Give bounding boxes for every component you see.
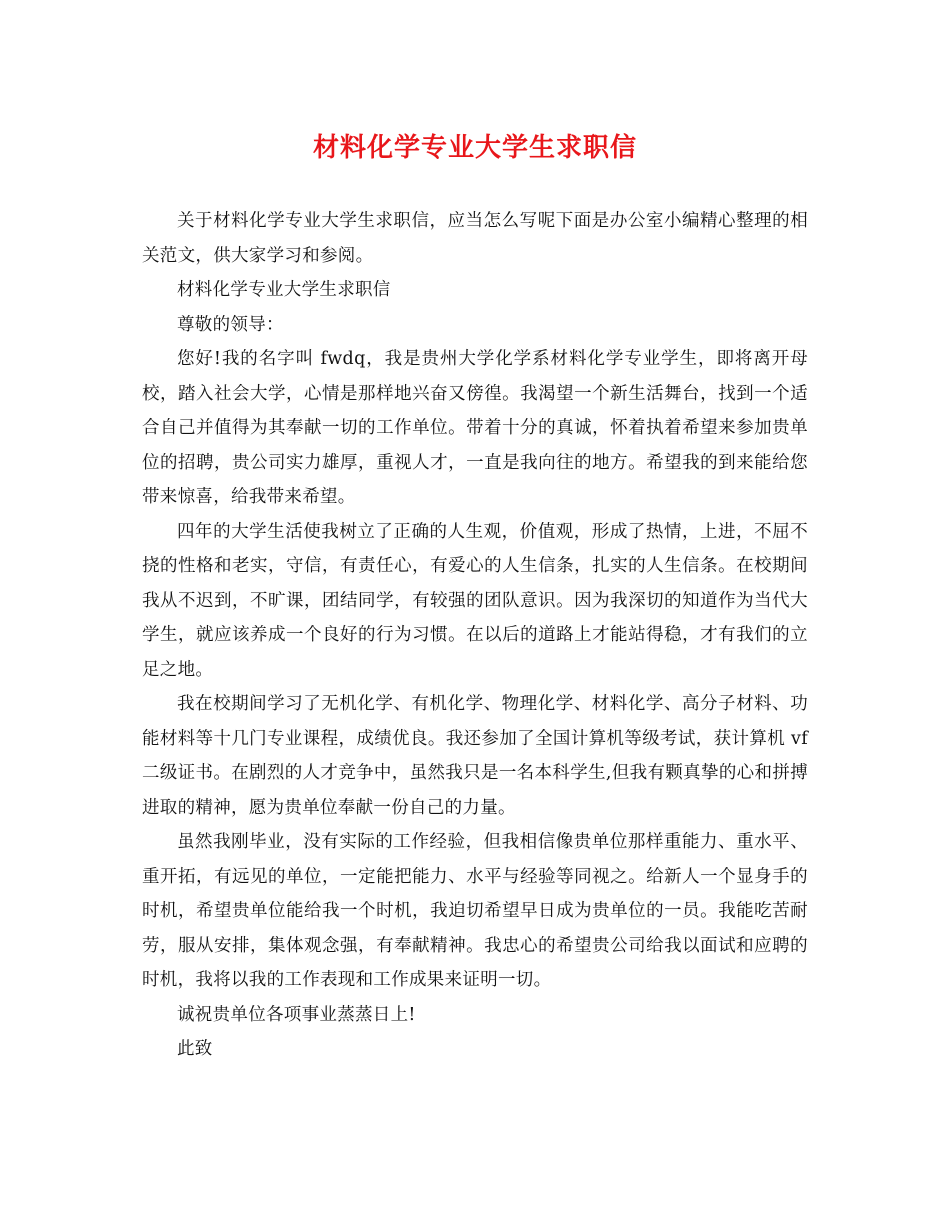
body-paragraph: 虽然我刚毕业，没有实际的工作经验，但我相信像贵单位那样重能力、重水平、重开拓，有远见的单位，一定能把能力、水平与经验等同视之。给新人一个显身手的时机，希望贵单位能给我一个时机，我迫切希望早日成为贵单位的一员。我能吃苦耐劳，服从安排，集体观念强，有奉献精神。我忠心的希望贵公司给我以面试和应聘的时机，我将以我的工作表现和工作成果来证明一切。 [142, 832, 808, 990]
closing-phrase: 此致 [177, 1039, 213, 1059]
salutation: 尊敬的领导： [177, 314, 284, 335]
intro-paragraph: 关于材料化学专业大学生求职信，应当怎么写呢下面是办公室小编精心整理的相关范文，供大家学习和参阅。 [142, 211, 808, 266]
letter-heading: 材料化学专业大学生求职信 [177, 280, 391, 300]
closing-wish: 诚祝贵单位各项事业蒸蒸日上! [177, 1004, 416, 1025]
document-title: 材料化学专业大学生求职信 [312, 133, 637, 163]
body-paragraph: 四年的大学生活使我树立了正确的人生观，价值观，形成了热情，上进，不屈不挠的性格和老实，守信，有责任心，有爱心的人生信条，扎实的人生信条。在校期间我从不迟到，不旷课，团结同学，有较强的团队意识。因为我深切的知道作为当代大学生，就应该养成一个良好的行为习惯。在以后的道路上才能站得稳，才有我们的立足之地。 [142, 521, 808, 680]
body-paragraph: 我在校期间学习了无机化学、有机化学、物理化学、材料化学、高分子材料、功能材料等十几门专业课程，成绩优良。我还参加了全国计算机等级考试，获计算机 vf 二级证书。在剧烈的人才竞争中，虽然我只是一名本科学生,但我有颗真挚的心和拼搏进取的精神，愿为贵单位奉献一份自己的力量。 [142, 694, 808, 818]
body-paragraph: 您好!我的名字叫 fwdq，我是贵州大学化学系材料化学专业学生，即将离开母校，踏入社会大学，心情是那样地兴奋又傍徨。我渴望一个新生活舞台，找到一个适合自己并值得为其奉献一切的工作单位。带着十分的真诚，怀着执着希望来参加贵单位的招聘，贵公司实力雄厚，重视人才，一直是我向往的地方。希望我的到来能给您带来惊喜，给我带来希望。 [142, 349, 808, 507]
document-body [142, 204, 808, 1067]
